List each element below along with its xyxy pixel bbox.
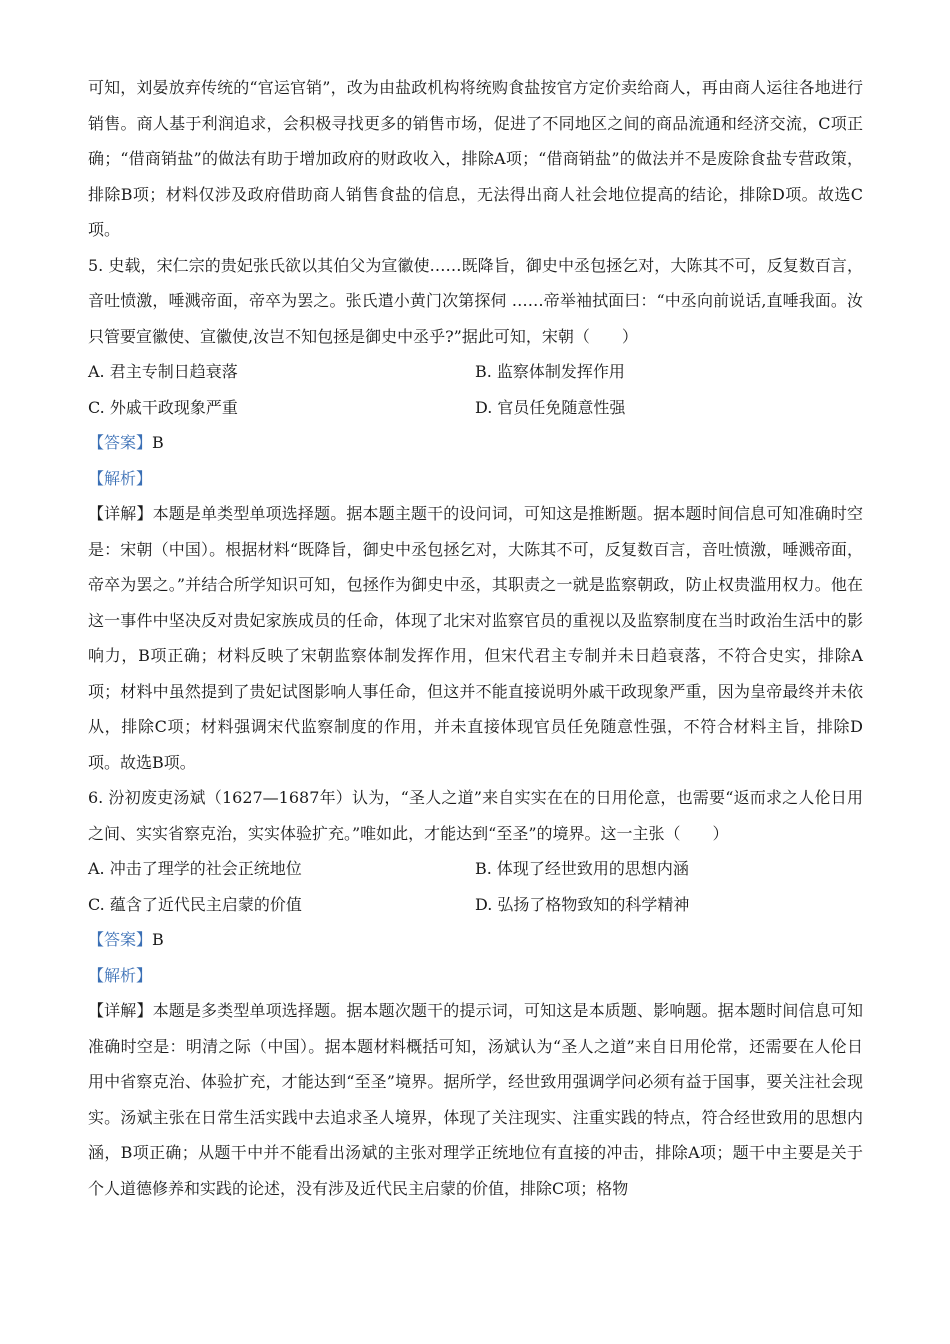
q5-answer-line — [88, 425, 863, 461]
q5-option-b: B. 监察体制发挥作用 — [475, 362, 625, 381]
q6-detail-tag: 【详解】 — [88, 1001, 153, 1020]
q5-option-d: D. 官员任免随意性强 — [475, 397, 626, 417]
q5-answer-value: B — [152, 433, 164, 452]
intro-paragraph: 可知，刘晏放弃传统的“官运官销”，改为由盐政机构将统购食盐按官方定价卖给商人，再由商人运往各地进行销售。商人基于利润追求，会积极寻找更多的销售市场，促进了不同地区之间的商品流通和经济交流，C项正确；“借商销盐”的做法有助于增加政府的财政收入，排除A项；“借商销盐”的做法并不是废除食盐专营政策，排除B项；材料仅涉及政府借助商人销售食盐的信息，无法得出商人社会地位提高的结论，排除D项。故选C项。 — [88, 78, 863, 239]
q6-analysis-tag: 【解析】 — [88, 965, 153, 985]
q6-detail-paragraph — [88, 993, 863, 1206]
q5-analysis-tag: 【解析】 — [88, 468, 153, 488]
q6-answer-line — [88, 922, 863, 958]
q6-answer-value: B — [152, 930, 164, 949]
q5-option-a: A. 君主专制日趋衰落 — [88, 362, 238, 381]
q6-option-a: A. 冲击了理学的社会正统地位 — [88, 859, 302, 878]
q6-analysis-line — [88, 958, 863, 994]
q5-detail-paragraph — [88, 496, 863, 780]
q5-analysis-line — [88, 461, 863, 497]
q6-answer-tag: 【答案】 — [88, 930, 153, 949]
q6-option-c: C. 蕴含了近代民主启蒙的价值 — [88, 894, 302, 914]
q6-detail-text: 本题是多类型单项选择题。据本题次题干的提示词，可知这是本质题、影响题。据本题时间信息可知准确时空是：明清之际（中国）。据本题材料概括可知，汤斌认为“圣人之道”来自日用伦常，还需要在人伦日用中省察克治、体验扩充，才能达到“至圣”境界。据所学，经世致用强调学问必须有益于国事，要关注社会现实。汤斌主张在日常生活实践中去追求圣人境界，体现了关注现实、注重实践的特点，符合经世致用的思想内涵，B项正确；从题干中并不能看出汤斌的主张对理学正统地位有直接的冲击，排除A项；题干中主要是关于个人道德修养和实践的论述，没有涉及近代民主启蒙的价值，排除C项；格物 — [88, 1001, 863, 1198]
q6-option-b: B. 体现了经世致用的思想内涵 — [475, 859, 689, 878]
q5-detail-text: 本题是单类型单项选择题。据本题主题干的设问词，可知这是推断题。据本题时间信息可知准确时空是：宋朝（中国）。根据材料“既降旨，御史中丞包拯乞对，大陈其不可，反复数百言，音吐愤激，唾溅帝面，帝卒为罢之。”并结合所学知识可知，包拯作为御史中丞，其职责之一就是监察朝政，防止权贵滥用权力。他在这一事件中坚决反对贵妃家族成员的任命，体现了北宋对监察官员的重视以及监察制度在当时政治生活中的影响力，B项正确；材料反映了宋朝监察体制发挥作用，但宋代君主专制并未日趋衰落，不符合史实，排除A项；材料中虽然提到了贵妃试图影响人事任命，但这并不能直接说明外戚干政现象严重，因为皇帝最终并未依从，排除C项；材料强调宋代监察制度的作用，并未直接体现官员任免随意性强，不符合材料主旨，排除D项。故选B项。 — [88, 504, 863, 772]
question-5-stem: 5. 史载，宋仁宗的贵妃张氏欲以其伯父为宣徽使……既降旨，御史中丞包拯乞对，大陈其不可，反复数百言，音吐愤激，唾溅帝面，帝卒为罢之。张氏遣小黄门次第探伺 ‥‥‥帝举袖拭面曰：“中丞向前说话,直唾我面。汝只管要宣徽使、宣徽使,汝岂不知包拯是御史中丞乎?”据此可知，宋朝（ ） — [88, 255, 863, 346]
q5-detail-tag: 【详解】 — [88, 504, 153, 523]
q6-option-d: D. 弘扬了格物致知的科学精神 — [475, 894, 690, 914]
question-6-options — [88, 851, 863, 922]
question-5-options — [88, 354, 863, 425]
q5-option-c: C. 外戚干政现象严重 — [88, 397, 238, 417]
question-6-stem: 6. 汾初废吏汤斌（1627—1687年）认为，“圣人之道”来自实实在在的日用伦意，也需要“返而求之人伦日用之间、实实省察克治，实实体验扩充。”唯如此，才能达到“至圣”的境界。这一主张（ ） — [88, 788, 863, 843]
page-content — [88, 70, 863, 1206]
q5-answer-tag: 【答案】 — [88, 433, 153, 452]
